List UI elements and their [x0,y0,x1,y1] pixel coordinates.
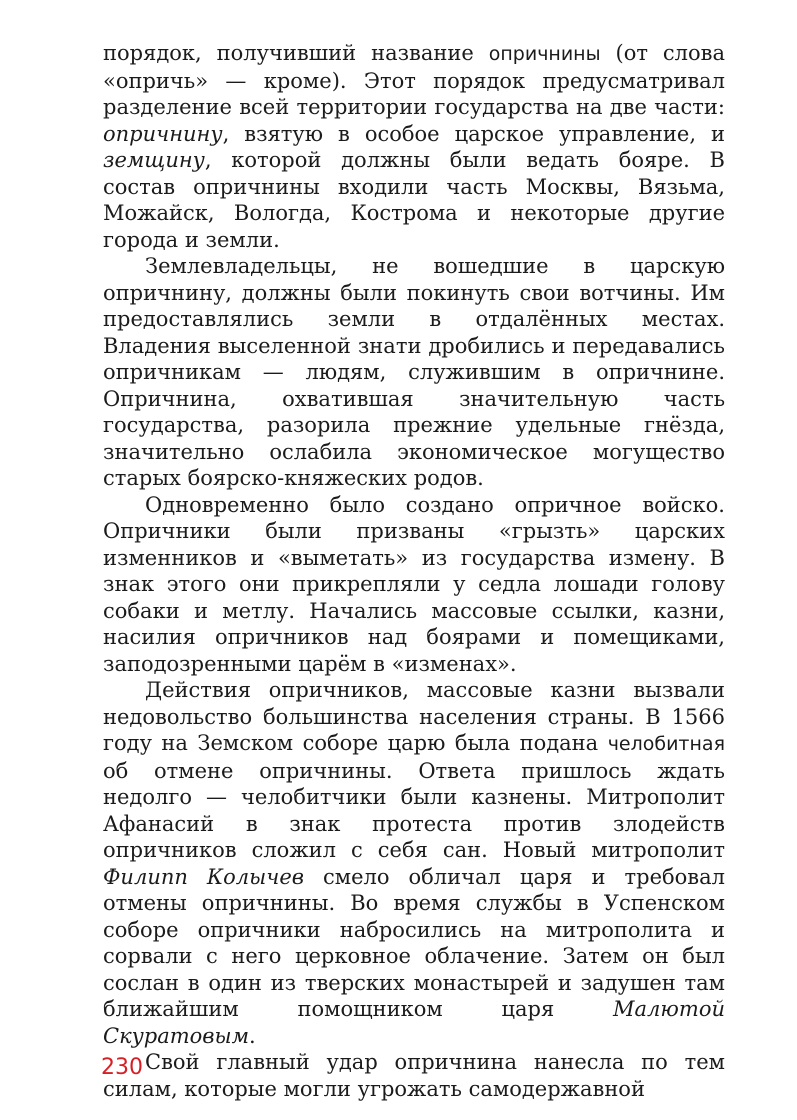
paragraph-5 [103,1049,725,1102]
term-oprichnina: опричнины [488,43,601,65]
page-body [103,40,725,1102]
paragraph-3 [103,492,725,678]
paragraph-5-text: Свой главный удар опричнина нанесла по тем силам, которые могли угрожать самодержавной [103,1050,725,1101]
paragraph-4-text-2: об отмене опричнины. Ответа пришлось ждать недолго — челобитчики были казнены. Митрополит Афанасий в знак протеста против злодейств опричников сложил с себя сан. Новый митрополит [103,758,725,862]
paragraph-3-text: Одновременно было создано опричное войско. Опричники были призваны «грызть» царских изменников и «выметать» из государства измену. В знак этого они прикрепляли у седла лошади голову собаки и метлу. Начались массовые ссылки, казни, насилия опричников над боярами и помещиками, заподозренными царём в «изменах». [103,492,725,676]
paragraph-1 [103,40,725,253]
italic-filipp-kolychev: Филипп Колычев [103,864,304,889]
italic-zemshchina: земщину [103,148,205,172]
paragraph-1-text-3: , взятую в особое царское управление, и [222,121,725,146]
paragraph-1-text-1: порядок, получивший название [103,41,489,65]
paragraph-4-text-4: . [249,1023,256,1048]
paragraph-2 [103,253,725,492]
paragraph-4-text-3: смело обличал царя и требовал отмены опричнины. Во время службы в Успенском соборе опричники набросились на митрополита и сорвали с него церковное облачение. Затем он был сослан в один из тверских монастырей и задушен там ближайшим помощником царя [103,864,725,1021]
italic-oprichnina: опричнину [103,121,223,146]
italic-malyuta-skuratov: Малютой Скуратовым [103,997,725,1048]
term-chelobitnaya: челобитная [607,733,725,755]
paragraph-1-text-2: (от слова «опричь» — кроме). Этот порядок предусматривал разделение всей территории государства на две части: [103,41,725,119]
paragraph-4-text-1: Действия опричников, массовые казни вызвали недовольство большинства населения страны. В 1566 году на Земском соборе царю была подана [103,678,725,755]
page-number: 230 [101,1055,143,1080]
paragraph-1-text-4: , которой должны были ведать бояре. В состав опричнины входили часть Москвы, Вязьма, Можайск, Вологда, Кострома и некоторые другие города и земли. [103,148,725,252]
paragraph-4 [103,677,725,1049]
paragraph-2-text: Землевладельцы, не вошедшие в царскую опричнину, должны были покинуть свои вотчины. Им предоставлялись земли в отдалённых местах. Владения выселенной знати дробились и передавались опричникам — людям, служившим в опричнине. Опричнина, охватившая значительную часть государства, разорила прежние удельные гнёзда, значительно ослабила экономическое могущество старых боярско-княжеских родов. [103,254,725,490]
